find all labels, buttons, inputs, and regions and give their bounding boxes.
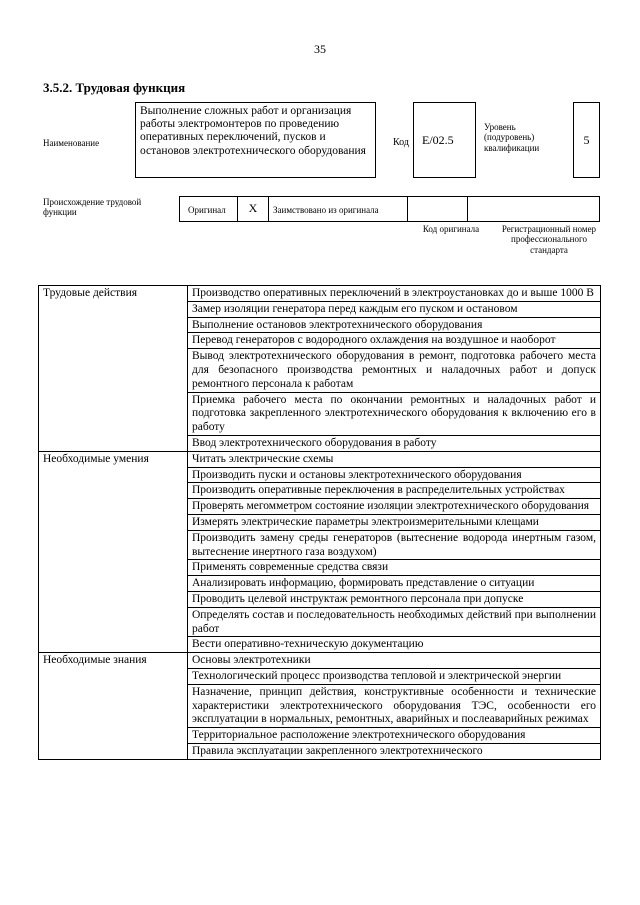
table-cell: Определять состав и последовательность необходимых действий при выполнении работ: [188, 607, 601, 637]
table-cell: Производство оперативных переключений в электроустановках до и выше 1000 В: [188, 286, 601, 302]
origin-original-cell: Оригинал: [179, 196, 237, 222]
table-cell: Технологический процесс производства тепловой и электрической энергии: [188, 668, 601, 684]
table-cell: Применять современные средства связи: [188, 560, 601, 576]
origin-mark-cell: X: [237, 196, 268, 222]
table-cell: Вести оперативно-техническую документацию: [188, 637, 601, 653]
origin-reg-cell: [467, 196, 600, 222]
section-title: Необходимые умения: [39, 451, 188, 652]
table-cell: Назначение, принцип действия, конструктивные особенности и технические характеристики электротехнического оборудования ТЭС, особенности его эксплуатации в нормальных, ремонтных, аварийных и послеаварийных режимах: [188, 684, 601, 727]
origin-row: [179, 196, 600, 222]
code-label: Код: [393, 137, 409, 148]
table-cell: Производить замену среды генераторов (вытеснение водорода инертным газом, вытеснение инертного газа воздухом): [188, 530, 601, 560]
table-cell: Основы электротехники: [188, 653, 601, 669]
table-cell: Ввод электротехнического оборудования в работу: [188, 435, 601, 451]
code-box: E/02.5: [413, 102, 476, 178]
table-cell: Читать электрические схемы: [188, 451, 601, 467]
table-cell: Правила эксплуатации закрепленного электротехнического: [188, 743, 601, 759]
page-number: 35: [314, 42, 326, 56]
table-cell: Производить пуски и остановы электротехнического оборудования: [188, 467, 601, 483]
level-label: Уровень (подуровень) квалификации: [484, 122, 540, 153]
section-heading: 3.5.2. Трудовая функция: [43, 80, 186, 95]
table-cell: Измерять электрические параметры электроизмерительными клещами: [188, 514, 601, 530]
origin-code-cell: [407, 196, 467, 222]
table-cell: Проверять мегомметром состояние изоляции электротехнического оборудования: [188, 499, 601, 515]
table-cell: Замер изоляции генератора перед каждым его пуском и остановом: [188, 301, 601, 317]
table-cell: Производить оперативные переключения в распределительных устройствах: [188, 483, 601, 499]
table-cell: Приемка рабочего места по окончании ремонтных и наладочных работ и подготовка закрепленного электротехнического оборудования к включению его в работу: [188, 392, 601, 435]
function-table: [38, 285, 601, 760]
table-cell: Выполнение остановов электротехнического оборудования: [188, 317, 601, 333]
table-row: [39, 653, 601, 669]
table-cell: Территориальное расположение электротехнического оборудования: [188, 728, 601, 744]
name-label: Наименование: [43, 138, 100, 148]
origin-reg-caption: Регистрационный номер профессионального стандарта: [501, 224, 597, 255]
origin-borrowed-cell: Заимствовано из оригинала: [268, 196, 407, 222]
table-cell: Перевод генераторов с водородного охлаждения на воздушное и наоборот: [188, 333, 601, 349]
level-box: 5: [573, 102, 600, 178]
function-name-box: Выполнение сложных работ и организация работы электромонтеров по проведению оперативных переключений, пусков и остановов электротехнического оборудования: [135, 102, 376, 178]
table-cell: Проводить целевой инструктаж ремонтного персонала при допуске: [188, 591, 601, 607]
table-cell: Анализировать информацию, формировать представление о ситуации: [188, 576, 601, 592]
origin-label: Происхождение трудовой функции: [43, 197, 142, 218]
origin-code-caption: Код оригинала: [422, 224, 480, 234]
table-row: [39, 286, 601, 302]
section-title: Необходимые знания: [39, 653, 188, 760]
table-row: [39, 451, 601, 467]
table-cell: Вывод электротехнического оборудования в ремонт, подготовка рабочего места для безопасного производства ремонтных и наладочных работ и допуск ремонтного персонала к работам: [188, 349, 601, 392]
section-title: Трудовые действия: [39, 286, 188, 452]
